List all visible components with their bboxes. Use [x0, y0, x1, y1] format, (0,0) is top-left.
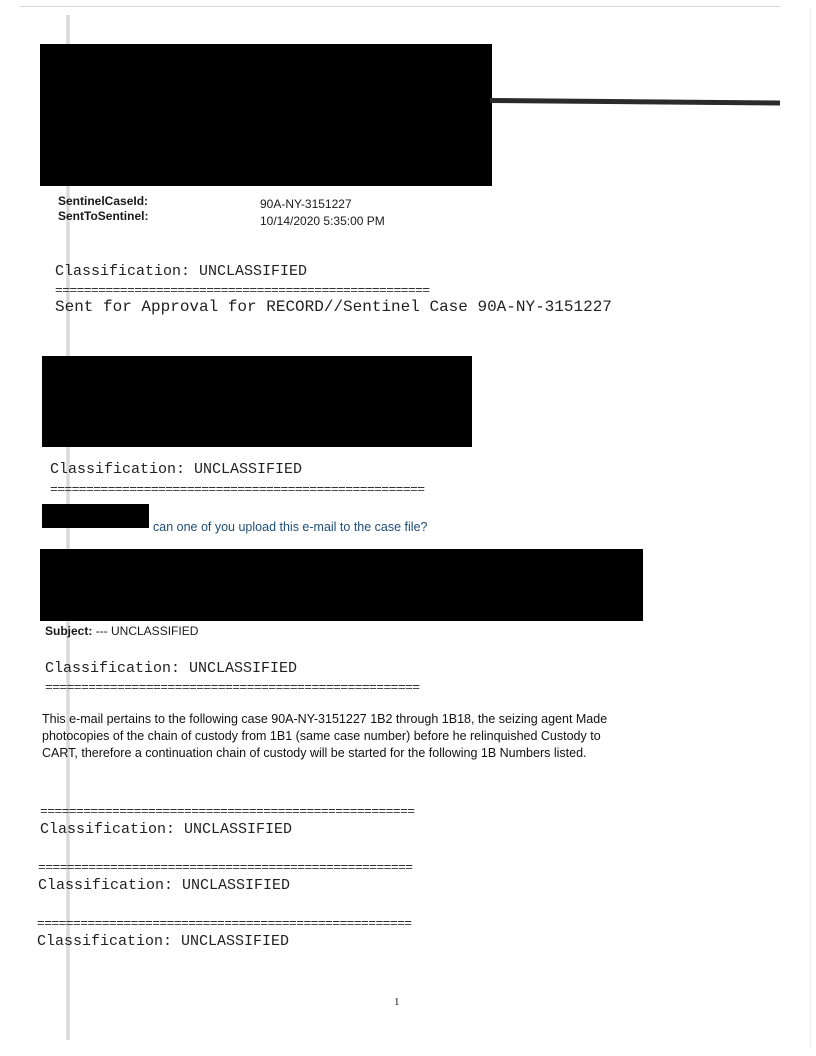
classification-line-2: Classification: UNCLASSIFIED [50, 461, 303, 478]
classification-line-3: Classification: UNCLASSIFIED [45, 660, 298, 677]
redaction-block-header [40, 44, 492, 186]
separator-3: ==================================================== [45, 680, 420, 695]
scan-edge-top [20, 6, 780, 7]
body-paragraph: This e-mail pertains to the following case 90A-NY-3151227 1B2 through 1B18, the seizing agent Made photocopies of the chain of custody from 1B1 (same case number) before he relinquished Custody to CART, therefore a continuation chain of custody will be started for the following 1B Numbers listed. [42, 712, 608, 760]
classification-line-5: Classification: UNCLASSIFIED [38, 877, 291, 894]
approval-line: Sent for Approval for RECORD//Sentinel Case 90A-NY-3151227 [55, 298, 612, 316]
header-rule-line [490, 98, 780, 106]
case-id-value: 90A-NY-3151227 [260, 197, 352, 211]
redaction-block-3 [40, 549, 643, 621]
separator-2: ==================================================== [50, 482, 425, 497]
subject-line [45, 624, 198, 638]
sent-label: SentToSentinel: [58, 209, 149, 223]
classification-line-1: Classification: UNCLASSIFIED [55, 263, 308, 280]
redaction-block-sender [42, 504, 149, 528]
case-id-label: SentinelCaseId: [58, 194, 149, 208]
redaction-block-2 [42, 356, 472, 447]
page-number: 1 [394, 996, 400, 1008]
sent-value: 10/14/2020 5:35:00 PM [260, 214, 385, 228]
separator-6: ==================================================== [37, 916, 412, 931]
subject-label: Subject: [45, 624, 93, 638]
classification-line-4: Classification: UNCLASSIFIED [40, 821, 293, 838]
scan-edge-right [810, 8, 811, 1048]
separator-4: ==================================================== [40, 804, 415, 819]
separator-5: ==================================================== [38, 860, 413, 875]
separator-1: ==================================================== [55, 283, 430, 298]
classification-line-6: Classification: UNCLASSIFIED [37, 933, 290, 950]
subject-value: --- UNCLASSIFIED [95, 624, 199, 638]
upload-request-text: can one of you upload this e-mail to the case file? [153, 520, 428, 534]
